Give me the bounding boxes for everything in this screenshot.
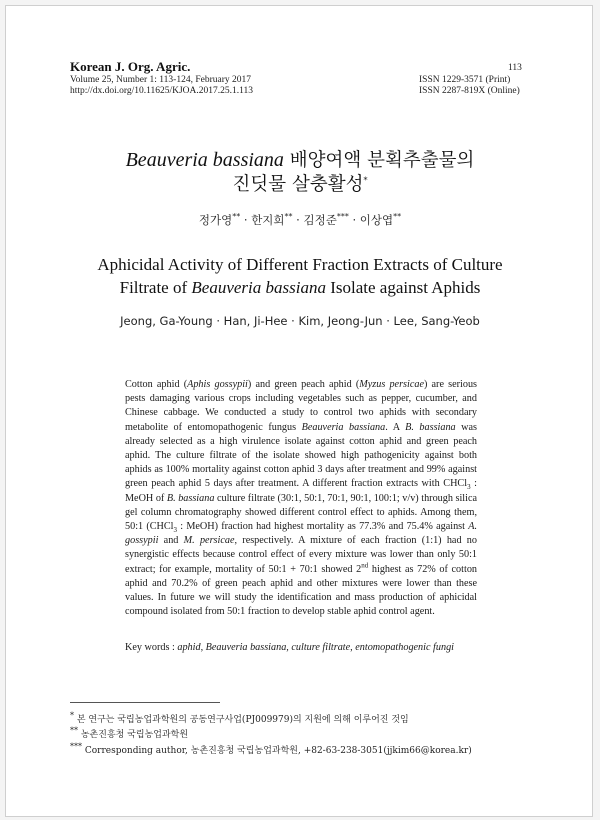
footnote-1: * 본 연구는 국립농업과학원의 공동연구사업(PJ009979)의 지원에 의해 이루어진 것임 — [70, 711, 409, 725]
author-3-mark: *** — [336, 212, 349, 222]
page-number: 113 — [508, 63, 522, 73]
issn-print: ISSN 1229-3571 (Print) — [419, 75, 511, 85]
author-sep: · — [348, 213, 360, 227]
korean-title-rest: 배양여액 분획추출물의 — [283, 150, 475, 171]
english-authors: Jeong, Ga-Young · Han, Ji-Hee · Kim, Jeong-Jun · Lee, Sang-Yeob — [120, 314, 480, 328]
korean-title-species: Beauveria bassiana — [125, 149, 284, 171]
keywords-label: Key words : — [125, 642, 178, 653]
author-1: 정가영 — [198, 213, 233, 227]
author-sep: · — [240, 213, 252, 227]
english-title-pre: Filtrate of — [119, 278, 192, 297]
volume-info — [70, 75, 253, 97]
english-title-line1: Aphicidal Activity of Different Fraction Extracts of Culture — [97, 255, 503, 274]
korean-title-mark: * — [363, 175, 368, 185]
issn-info — [419, 75, 520, 97]
keywords-terms: aphid, Beauveria bassiana, culture filtrate, entomopathogenic fungi — [177, 642, 454, 653]
english-title-post: Isolate against Aphids — [325, 278, 481, 297]
footnote-3: *** Corresponding author, 농촌진흥청 국립농업과학원, +82-63-238-3051(jjkim66@korea.kr) — [70, 742, 472, 756]
footnote-2: ** 농촌진흥청 국립농업과학원 — [70, 726, 189, 740]
author-sep: · — [292, 213, 304, 227]
author-3: 김정준 — [303, 213, 337, 227]
author-4-mark: ** — [393, 212, 402, 222]
korean-authors — [0, 212, 600, 228]
keywords — [125, 642, 477, 653]
author-4: 이상엽 — [359, 213, 394, 227]
author-2: 한지희 — [251, 213, 285, 227]
author-1-mark: ** — [232, 212, 241, 222]
issn-online: ISSN 2287-819X (Online) — [419, 86, 520, 96]
korean-title-line2 — [0, 172, 600, 198]
footnote-divider — [70, 702, 220, 703]
volume-line: Volume 25, Number 1: 113-124, February 2017 — [70, 75, 252, 85]
author-2-mark: ** — [284, 212, 293, 222]
english-title-line2 — [0, 276, 600, 300]
abstract: Cotton aphid (Aphis gossypii) and green peach aphid (Myzus persicae) are serious pests damaging various crops including vegetables such as pepper, cucumber, and Chinese cabbage. We conducted a study to control two aphids with secondary metabolite of entomopathogenic fungus Beauveria bassiana. A B. bassiana was already selected as a high virulence isolate against cotton aphid and green peach aphid. The culture filtrate of the isolate showed high pathogenicity against both aphids as 100% mortality against cotton aphid 3 days after treatment and 99% against green peach aphid 5 days after treatment. A different fraction extracts with CHCl$_3$ : MeOH of B. bassiana culture filtrate (30:1, 50:1, 70:1, 90:1, 100:1; v/v) through silica gel column chromatography showed different control effect to aphids. Among them, 50:1 (CHCl$_3$ : MeOH) fraction had highest mortality as 77.3% and 75.4% against A. gossypii and M. persicae, respectively. A mixture of each fraction (1:1) had no synergistic effects because control effect of every mixture was lower than only 50:1 extract; for example, mortality of 50:1 + 70:1 showed 2nd highest as 72% of cotton aphid and 70.2% of green peach aphid and other mixtures were lower than these values. In future we will study the identification and mass production of aphicidal compound isolated from 50:1 fraction to develop stable aphid control agent. — [125, 379, 478, 618]
english-title-species: Beauveria bassiana — [191, 278, 326, 297]
journal-name: Korean J. Org. Agric. — [70, 59, 191, 74]
doi-link[interactable]: http://dx.doi.org/10.11625/KJOA.2017.25.1.113 — [70, 86, 254, 96]
korean-title-line2-text: 진딧물 살충활성 — [232, 174, 364, 195]
korean-title-line1 — [0, 147, 600, 174]
